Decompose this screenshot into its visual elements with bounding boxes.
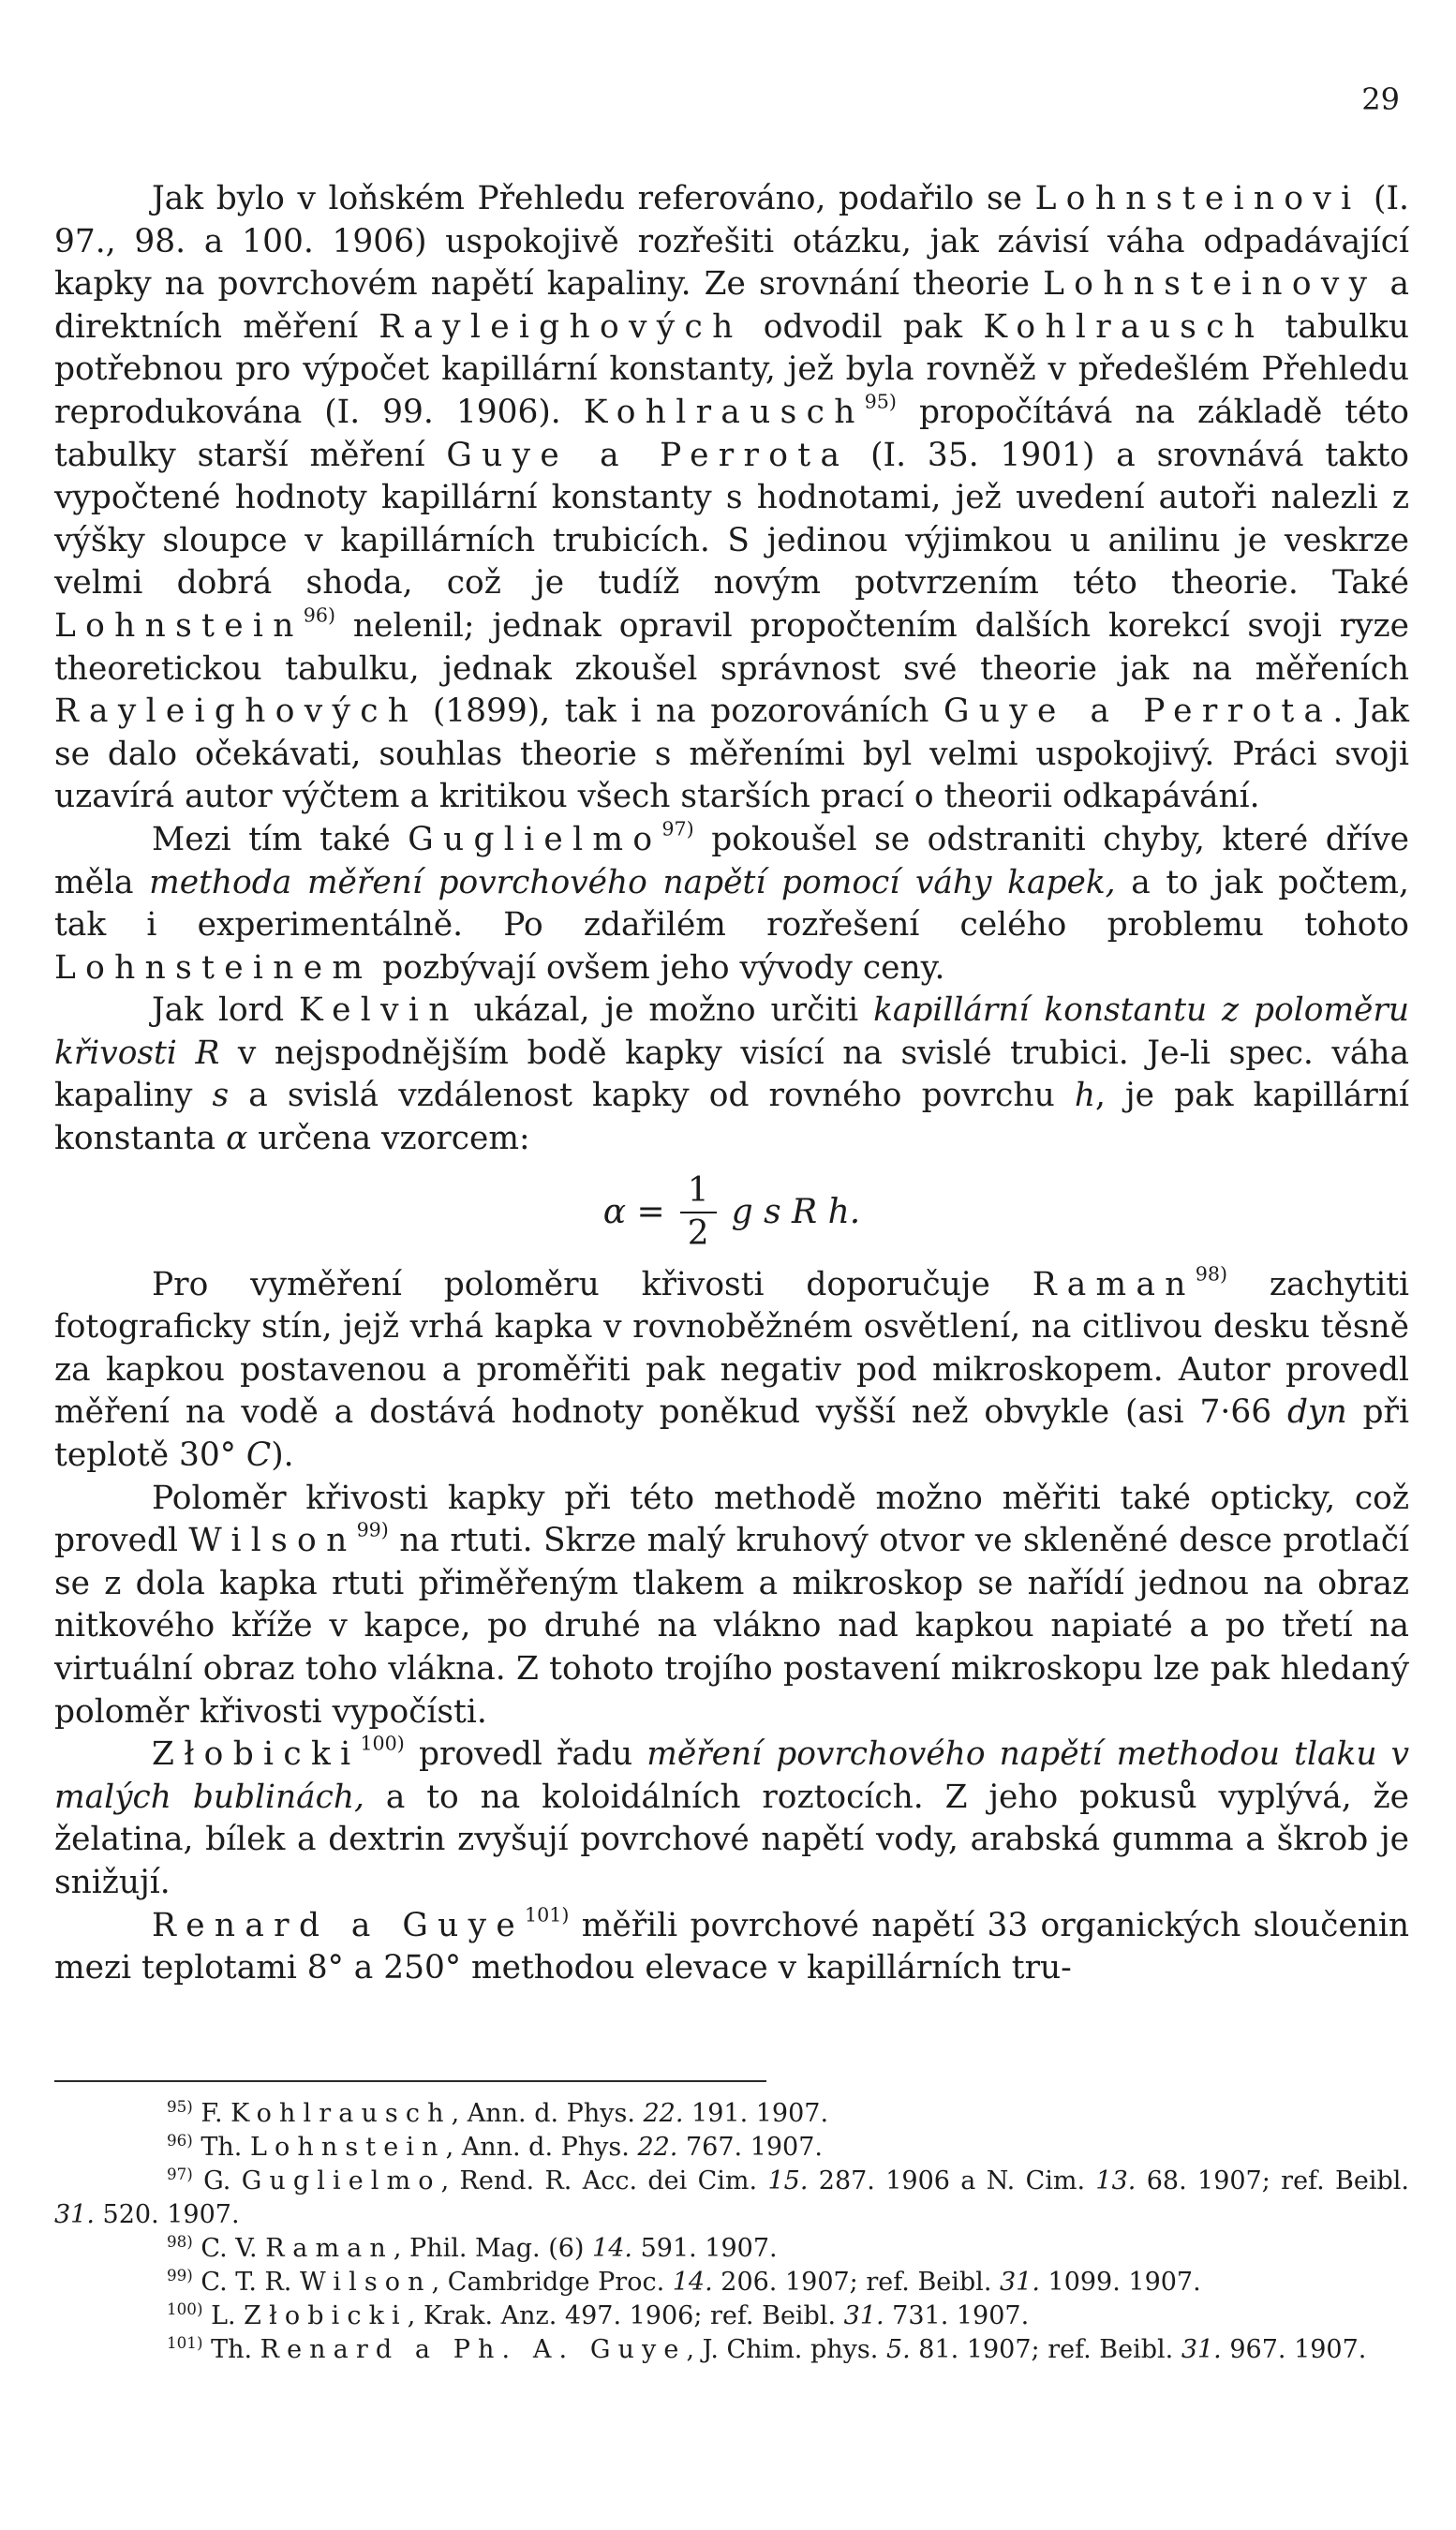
text-run: C. V. bbox=[192, 2234, 266, 2263]
footnote-ref: 99) bbox=[167, 2265, 193, 2284]
footnotes bbox=[54, 2097, 1409, 2367]
text-run: , je pak kapillární konstanta bbox=[54, 1077, 1409, 1158]
formula-rhs: g s R h. bbox=[731, 1192, 861, 1231]
formula-lhs: α = bbox=[602, 1192, 665, 1231]
formula-numerator: 1 bbox=[680, 1170, 717, 1213]
footnote-ref: 101) bbox=[525, 1903, 570, 1927]
text-run: Jak lord bbox=[152, 991, 300, 1030]
text-run: α bbox=[226, 1120, 248, 1158]
footnote bbox=[54, 2232, 1409, 2266]
text-run: 22. bbox=[637, 2133, 678, 2162]
text-run: F. bbox=[192, 2099, 231, 2128]
text-run: 767. 1907. bbox=[677, 2133, 823, 2162]
text-run: a to na koloidálních roztocích. Z jeho pokusů vyplývá, že želatina, bílek a dextrin zvyšují povrchové napětí vody, arabská gumma a škrob je snižují. bbox=[54, 1778, 1409, 1901]
text-run: h bbox=[1074, 1077, 1095, 1115]
paragraph bbox=[54, 990, 1409, 1160]
text-run: 14. bbox=[592, 2234, 632, 2263]
text-run: pokoušel se odstraniti chyby, které dříve měla bbox=[54, 820, 1409, 901]
footnote-rule bbox=[54, 2080, 766, 2082]
author-name: Raman bbox=[1032, 1265, 1196, 1303]
footnote-ref: 98) bbox=[1195, 1262, 1228, 1286]
author-name: Renard a Guye bbox=[152, 1906, 526, 1944]
author-name: Guye a Perrota bbox=[446, 436, 850, 474]
text-run: 22. bbox=[643, 2099, 684, 2128]
text-run: Th. bbox=[202, 2335, 260, 2364]
text-run: provedl řadu bbox=[404, 1735, 647, 1774]
text-run: ). bbox=[271, 1436, 294, 1475]
formula bbox=[54, 1161, 1409, 1264]
text-run: Mezi tím také bbox=[152, 820, 409, 858]
text-run: pozbývají ovšem jeho vývody ceny. bbox=[372, 948, 945, 987]
text-run: 5. bbox=[885, 2335, 911, 2364]
paragraphs-before-formula bbox=[54, 178, 1409, 1161]
paragraph bbox=[54, 178, 1409, 819]
author-name: Wilson bbox=[188, 1522, 357, 1560]
text-run: 287. 1906 a N. Cim. bbox=[808, 2166, 1096, 2195]
body-text bbox=[54, 178, 1409, 1990]
text-run: (1899), tak i na pozorováních bbox=[418, 692, 943, 731]
footnote bbox=[54, 2131, 1409, 2165]
text-run: , Krak. Anz. 497. 1906; ref. Beibl. bbox=[407, 2301, 844, 2330]
author-name: Renard a Ph. A. Guye bbox=[260, 2335, 687, 2364]
footnote bbox=[54, 2299, 1409, 2333]
text-run: zachytiti fotograficky stín, jejž vrhá kapka v rovnoběžném osvětlení, na citlivou desku těsně za kapkou postavenou a proměřiti pak negativ pod mikroskopem. Autor provedl měření na vodě a dostává hodnoty poněkud vyšší než obvykle (asi 7·66 bbox=[54, 1265, 1410, 1432]
text-run: určena vzorcem: bbox=[247, 1120, 530, 1158]
author-name: Złobicki bbox=[244, 2301, 408, 2330]
author-name: Lohnstein bbox=[249, 2133, 446, 2162]
text-run: měření povrchového napětí methodou tlaku v malých bublinách, bbox=[54, 1735, 1409, 1816]
footnote bbox=[54, 2165, 1409, 2232]
text-run: 14. bbox=[672, 2268, 713, 2297]
formula-fraction bbox=[680, 1170, 717, 1255]
footnote-ref: 96) bbox=[167, 2130, 193, 2150]
author-name: Rayleighových bbox=[379, 307, 743, 346]
text-run: (I. 97., 98. a 100. 1906) uspokojivě rozřešiti otázku, jak závisí váha odpadávající kapky na povrchovém napětí kapaliny. Ze srovnání theorie bbox=[54, 180, 1409, 304]
author-name: Guye a Perrota bbox=[943, 692, 1333, 731]
footnote bbox=[54, 2333, 1409, 2367]
text-run: C. T. R. bbox=[192, 2268, 300, 2297]
text-run: na rtuti. Skrze malý kruhový otvor ve skleněné desce protlačí se z dola kapka rtuti přiměřeným tlakem a mikroskop se nařídí jednou na obraz nitkového kříže v kapce, po druhé na vlákno nad kapkou napiaté a po třetí na virtuální obraz toho vlákna. Z tohoto trojího postavení mikroskopu lze pak hledaný poloměr křivosti vypočísti. bbox=[54, 1522, 1410, 1731]
formula-denominator: 2 bbox=[687, 1213, 709, 1253]
text-run: , J. Chim. phys. bbox=[686, 2335, 886, 2364]
text-run: propočítává na základě této tabulky starší měření bbox=[54, 393, 1409, 474]
author-name: Kelvin bbox=[299, 991, 459, 1030]
text-run: Th. bbox=[192, 2133, 250, 2162]
author-name: Złobicki bbox=[152, 1735, 361, 1774]
footnote-ref: 97) bbox=[661, 817, 694, 841]
text-run: Jak bylo v loňském Přehledu referováno, podařilo se bbox=[152, 180, 1035, 217]
text-run: a direktních měření bbox=[54, 265, 1409, 346]
text-run: ukázal, je možno určiti bbox=[458, 991, 874, 1030]
text-run: 191. 1907. bbox=[683, 2099, 829, 2128]
text-run: (I. 35. 1901) a srovnává takto vypočtené hodnoty kapillární konstanty s hodnotami, jež uvedení autoři nalezli z výšky sloupce v kapillárních trubicích. S jedinou výjimkou u anilinu je veskrze velmi dobrá shoda, což je tudíž novým potvrzením této theorie. Také bbox=[54, 436, 1410, 603]
page-number: 29 bbox=[1361, 82, 1400, 117]
author-name: Raman bbox=[265, 2234, 394, 2263]
text-run: , Ann. d. Phys. bbox=[445, 2133, 638, 2162]
author-name: Rayleighových bbox=[54, 692, 419, 731]
text-run: nelenil; jednak opravil propočtením dalších korekcí svoji ryze theoretickou tabulku, jednak zkoušel správnost své theorie jak na měřeních bbox=[54, 606, 1409, 688]
text-run: 1099. 1907. bbox=[1039, 2268, 1201, 2297]
text-run: kapillární konstantu z poloměru křivosti R bbox=[54, 991, 1410, 1072]
footnote-ref: 95) bbox=[864, 390, 897, 413]
author-name: Kohlrausch bbox=[230, 2099, 452, 2128]
text-run: Poloměr křivosti kapky při této methodě možno měřiti také opticky, což provedl bbox=[54, 1479, 1409, 1560]
text-run: 520. 1907. bbox=[94, 2200, 240, 2229]
text-run: 206. 1907; ref. Beibl. bbox=[712, 2268, 1000, 2297]
author-name: Guglielmo bbox=[241, 2166, 441, 2195]
text-run: G. bbox=[192, 2166, 242, 2195]
text-run: , Cambridge Proc. bbox=[431, 2268, 673, 2297]
text-run: 13. bbox=[1095, 2166, 1137, 2195]
paragraph bbox=[54, 1905, 1409, 1990]
author-name: Lohnstein bbox=[54, 606, 304, 645]
text-run: 967. 1907. bbox=[1221, 2335, 1367, 2364]
footnote-ref: 98) bbox=[167, 2231, 193, 2251]
footnote bbox=[54, 2266, 1409, 2299]
text-run: měřili povrchové napětí 33 organických sloučenin mezi teplotami 8° a 250° methodou elevace v kapillárních tru- bbox=[54, 1906, 1409, 1987]
text-run: 591. 1907. bbox=[632, 2234, 778, 2263]
text-run: při teplotě 30° bbox=[54, 1393, 1409, 1475]
text-run: s bbox=[212, 1077, 230, 1115]
text-run: Pro vyměření poloměru křivosti doporučuje bbox=[152, 1265, 1033, 1303]
text-run: dyn bbox=[1287, 1393, 1347, 1432]
text-run: 68. 1907; ref. Beibl. bbox=[1136, 2166, 1409, 2195]
text-run: 15. bbox=[767, 2166, 809, 2195]
footnote bbox=[54, 2097, 1409, 2131]
text-run: methoda měření povrchového napětí pomocí váhy kapek, bbox=[149, 863, 1116, 901]
footnote-ref: 95) bbox=[167, 2096, 193, 2116]
text-run: 31. bbox=[1181, 2335, 1222, 2364]
author-name: Kohlrausch bbox=[983, 307, 1265, 346]
paragraphs-after-formula bbox=[54, 1264, 1409, 1990]
text-run: L. bbox=[202, 2301, 245, 2330]
footnote-ref: 101) bbox=[167, 2332, 203, 2352]
paragraph bbox=[54, 819, 1409, 990]
paragraph bbox=[54, 1734, 1409, 1904]
footnote-ref: 100) bbox=[360, 1732, 405, 1755]
text-run: tabulku potřebnou pro výpočet kapillární konstanty, jež byla rovněž v předešlém Přehledu reprodukována (I. 99. 1906). bbox=[54, 307, 1409, 431]
text-run: a svislá vzdálenost kapky od rovného povrchu bbox=[229, 1077, 1075, 1115]
author-name: Lohnsteinovy bbox=[1043, 265, 1377, 304]
footnote-ref: 97) bbox=[167, 2164, 193, 2183]
text-run: 31. bbox=[999, 2268, 1040, 2297]
text-run: 31. bbox=[843, 2301, 884, 2330]
footnote-ref: 96) bbox=[303, 603, 335, 627]
paragraph bbox=[54, 1478, 1409, 1734]
text-run: 731. 1907. bbox=[884, 2301, 1030, 2330]
author-name: Kohlrausch bbox=[583, 393, 865, 431]
author-name: Lohnsteinem bbox=[54, 948, 373, 987]
text-run: , Ann. d. Phys. bbox=[451, 2099, 644, 2128]
text-run: 81. 1907; ref. Beibl. bbox=[910, 2335, 1181, 2364]
paragraph bbox=[54, 1264, 1409, 1478]
author-name: Guglielmo bbox=[408, 820, 662, 858]
text-run: v nejspodnějším bodě kapky visící na svislé trubici. Je-li spec. váha kapaliny bbox=[54, 1034, 1409, 1115]
text-run: . Jak se dalo očekávati, souhlas theorie s měřeními byl velmi uspokojivý. Práci svoji uzavírá autor výčtem a kritikou všech starších prací o theorii odkapávání. bbox=[54, 692, 1410, 816]
text-run: a to jak počtem, tak i experimentálně. Po zdařilém rozřešení celého problemu tohoto bbox=[54, 863, 1409, 945]
text-run: , Phil. Mag. (6) bbox=[393, 2234, 593, 2263]
footnote-ref: 100) bbox=[167, 2299, 203, 2318]
author-name: Wilson bbox=[299, 2268, 432, 2297]
text-run: odvodil pak bbox=[742, 307, 984, 346]
text-run: C bbox=[245, 1436, 272, 1475]
author-name: Lohnsteinovi bbox=[1034, 180, 1361, 217]
text-run: 31. bbox=[54, 2200, 95, 2229]
text-run: , Rend. R. Acc. dei Cim. bbox=[440, 2166, 768, 2195]
footnote-ref: 99) bbox=[356, 1518, 389, 1541]
